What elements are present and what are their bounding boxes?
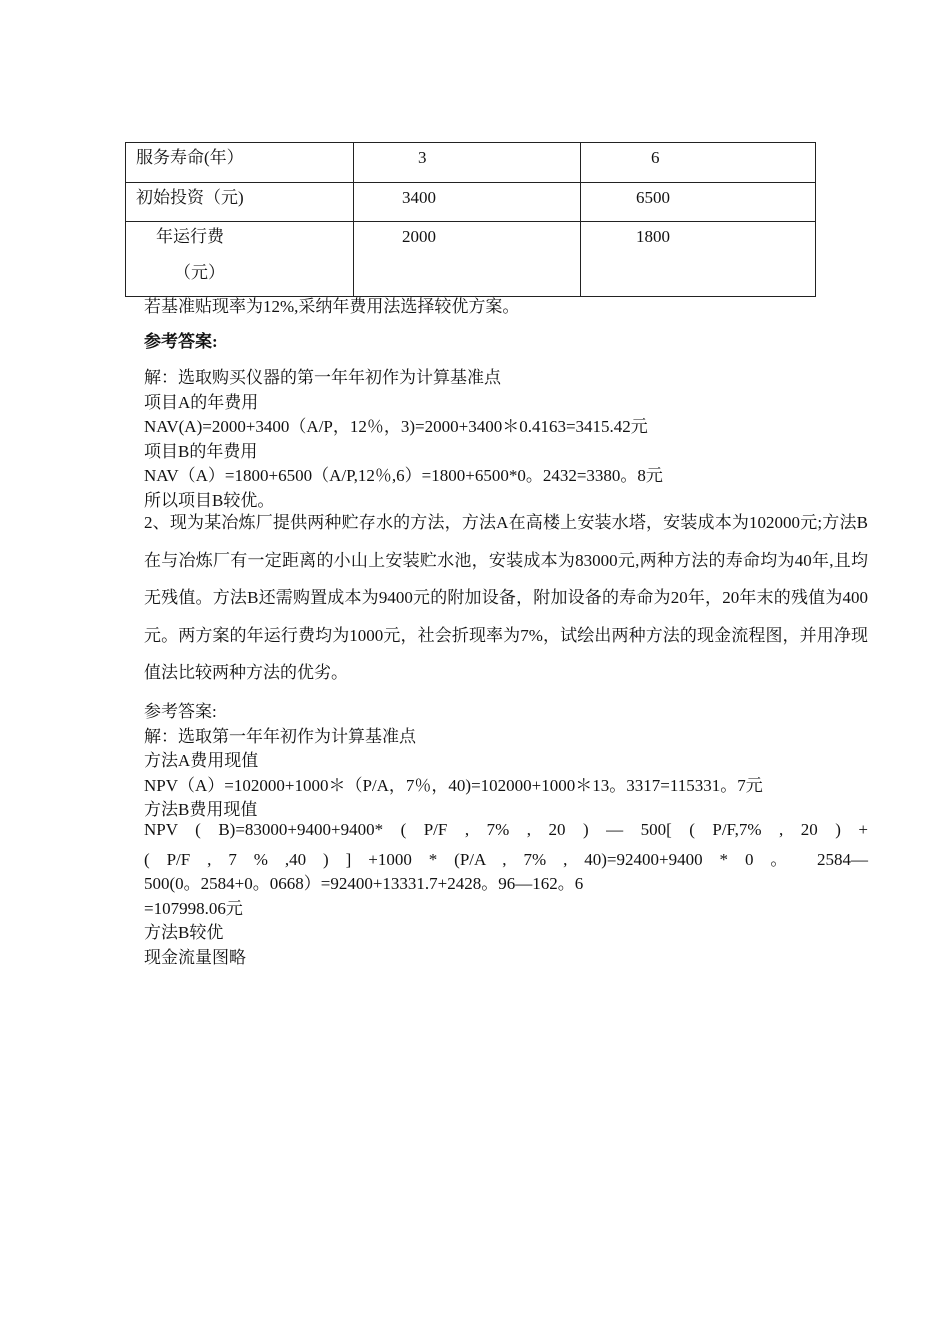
answer-line: 方法A费用现值 bbox=[144, 751, 259, 770]
table-cell: 3 bbox=[354, 143, 581, 183]
answer-line: =107998.06元 bbox=[144, 899, 243, 918]
answer-heading: 参考答案: bbox=[144, 332, 218, 351]
answer-line: NAV（A）=1800+6500（A/P,12％,6）=1800+6500*0。2432=3380。8元 bbox=[144, 466, 663, 485]
answer-line: NPV（A）=102000+1000＊（P/A，7％，40)=102000+1000＊13。3317=115331。7元 bbox=[144, 776, 763, 795]
answer-line: ( P/F , 7 % ,40 ) ] +1000 * (P/A , 7% , 40)=92400+9400 * 0 。 2584— bbox=[144, 850, 868, 869]
question-condition: 若基准贴现率为12%,采纳年费用法选择较优方案。 bbox=[144, 297, 520, 316]
answer-line: 项目A的年费用 bbox=[144, 393, 259, 412]
table-cell: 6 bbox=[581, 143, 816, 183]
table-cell: 初始投资（元) bbox=[126, 183, 354, 222]
answer-line: 方法B较优 bbox=[144, 923, 224, 942]
answer-heading: 参考答案: bbox=[144, 702, 217, 721]
table-row bbox=[126, 222, 816, 297]
table-cell bbox=[126, 222, 354, 297]
answer-line: 解：选取第一年年初作为计算基准点 bbox=[144, 727, 416, 746]
table-cell: 2000 bbox=[354, 222, 581, 297]
answer-line: 项目B的年费用 bbox=[144, 442, 258, 461]
table-row bbox=[126, 143, 816, 183]
answer-line: 解：选取购买仪器的第一年年初作为计算基准点 bbox=[144, 368, 501, 387]
question-2: 2、现为某冶炼厂提供两种贮存水的方法，方法A在高楼上安装水塔，安装成本为102000元;方法B在与冶炼厂有一定距离的小山上安装贮水池，安装成本为83000元,两种方法的寿命均为40年,且均无残值。方法B还需购置成本为9400元的附加设备，附加设备的寿命为20年，20年末的残值为400元。两方案的年运行费均为1000元，社会折现率为7%，试绘出两种方法的现金流程图，并用净现值法比较两种方法的优劣。 bbox=[144, 513, 868, 682]
table-cell: 服务寿命(年） bbox=[126, 143, 354, 183]
table-cell: 1800 bbox=[581, 222, 816, 297]
answer-line: 500(0。2584+0。0668）=92400+13331.7+2428。96—162。6 bbox=[144, 874, 584, 893]
answer-line: NAV(A)=2000+3400（A/P，12％，3)=2000+3400＊0.4163=3415.42元 bbox=[144, 417, 648, 436]
cost-table bbox=[125, 142, 816, 297]
answer-line: 所以项目B较优。 bbox=[144, 491, 275, 510]
answer-line: 现金流量图略 bbox=[144, 948, 246, 967]
table-row bbox=[126, 183, 816, 222]
answer-line: NPV ( B)=83000+9400+9400* ( P/F , 7% , 20 ) — 500[ ( P/F,7% , 20 ) + bbox=[144, 820, 868, 839]
table-cell: 3400 bbox=[354, 183, 581, 222]
answer-line: 方法B费用现值 bbox=[144, 800, 258, 819]
table-cell: 6500 bbox=[581, 183, 816, 222]
table-cell-label: 年运行费 bbox=[156, 227, 224, 246]
table-cell-unit: （元） bbox=[174, 263, 225, 282]
